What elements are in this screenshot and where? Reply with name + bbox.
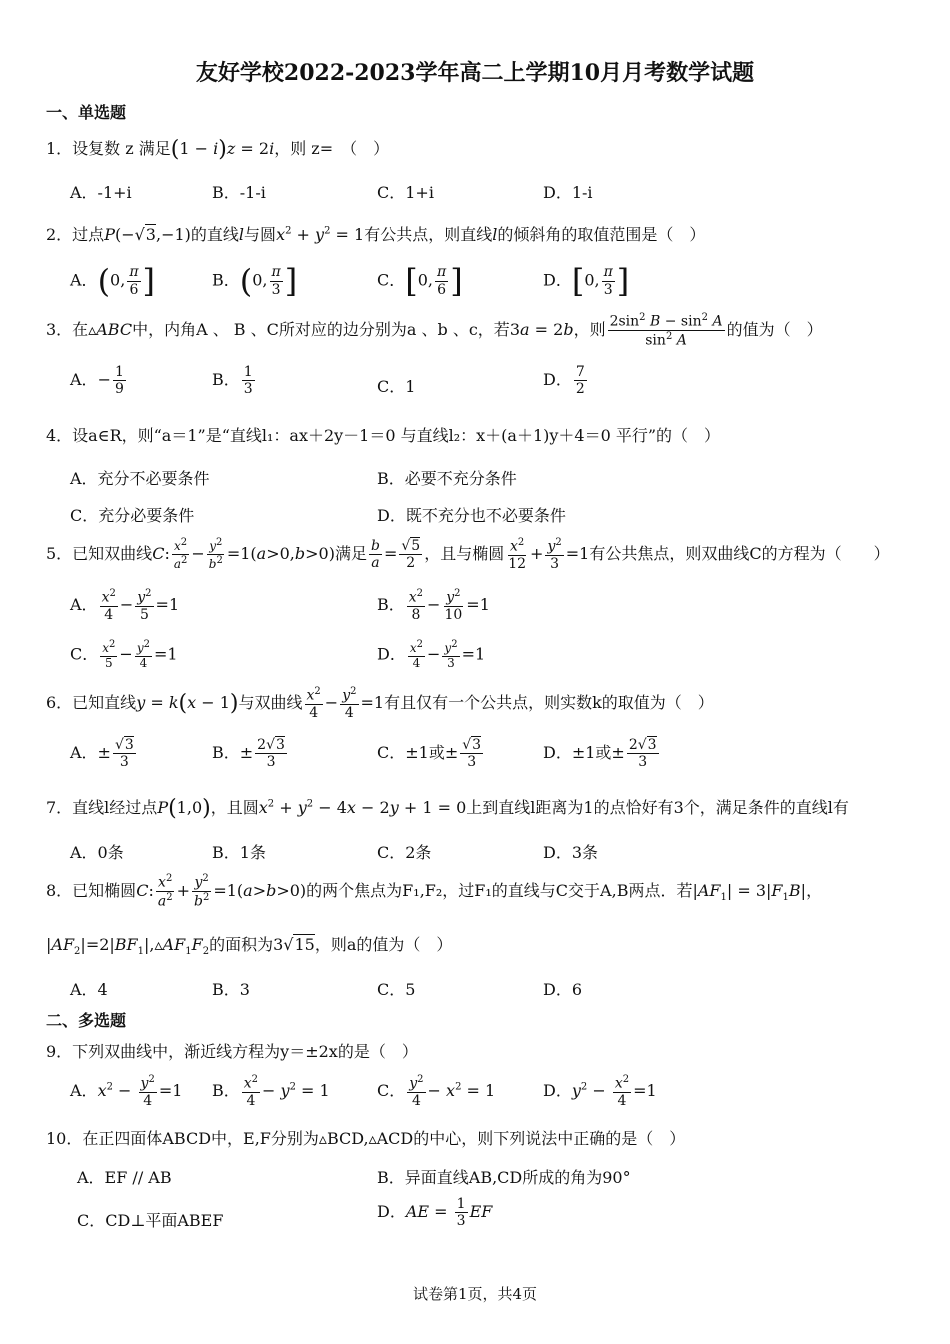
question-2: 2．过点P(−√3,−1)的直线l与圆$x^2 + y^2 = 1$有公共点，则直线l的倾斜角的取值范围是（ ） — [46, 225, 706, 244]
q1-option-b: B．-1-i — [212, 183, 266, 202]
q10-option-b: B．异面直线AB,CD所成的角为90° — [377, 1168, 631, 1187]
q2-option-d: D．[0, $\frac{\pi}{3}$ ] — [543, 262, 630, 300]
q7-text-3: 上到直线l距离为1的点恰好有3个，满足条件的直线l有 — [466, 798, 849, 817]
q3-text-1: 3．在 — [46, 319, 89, 339]
q5-ellipse: $\frac{x^2}{12}$ + $\frac{y^2}{3}$ =1 — [508, 537, 590, 572]
q2-point: P(−√3,−1) — [104, 225, 191, 244]
q5-text-2: 满足 — [334, 543, 367, 563]
q8-ellipse: C: $\frac{x^2}{a^2}$ + $\frac{y^2}{b^2}$ =1(a>b>0) — [136, 873, 307, 910]
q3-text-4: 的值为（ ） — [726, 319, 823, 339]
section-header-multi-choice: 二、多选题 — [46, 1011, 127, 1030]
q1-text: 1．设复数 z 满足 — [46, 139, 171, 158]
q4-option-c: C．充分必要条件 — [70, 506, 195, 525]
q5-ratio-value: $\frac{√5}{2}$ — [401, 537, 421, 571]
q6-option-a: A．± $\frac{√3}{3}$ — [70, 737, 134, 771]
q8-option-a: A．4 — [70, 980, 108, 999]
q7-option-d: D．3条 — [543, 843, 599, 862]
q7-point: P(1,0) — [157, 796, 211, 821]
q5-option-c: C． $\frac{x^2}{5}$ − $\frac{y^2}{4}$ =1 — [70, 639, 178, 670]
q2-text-4: 有公共点，则直线 — [364, 225, 493, 244]
q2-circle: $x^2 + y^2 = 1$ — [276, 225, 365, 244]
question-8 — [46, 873, 822, 910]
q9-option-b: B． $\frac{x^2}{4}$ − $y^2 = 1$ — [212, 1074, 330, 1109]
q2-text-1: 2．过点 — [46, 225, 105, 244]
exam-title: 友好学校2022-2023学年高二上学期10月月考数学试题 — [195, 60, 755, 86]
section-header-single-choice: 一、单选题 — [46, 103, 127, 122]
q3-condition: 3a = 2b — [509, 319, 574, 339]
q3-text-3: ，则 — [573, 319, 606, 339]
q1-option-c: C．1+i — [377, 183, 434, 202]
q7-text-2: ，且圆 — [210, 798, 259, 817]
question-7 — [46, 795, 849, 821]
question-4: 4．设a∈R，则“a＝1”是“直线l₁：ax＋2y－1＝0 与直线l₂：x＋(a＋1)y＋4＝0 平行”的（ ） — [46, 426, 721, 445]
question-8-line-2 — [46, 932, 452, 957]
q6-line: y = k(x − 1) — [136, 690, 239, 716]
q4-option-b: B．必要不充分条件 — [377, 469, 517, 488]
q3-option-c: C．1 — [377, 377, 416, 396]
q6-option-b: B．± $\frac{2√3}{3}$ — [212, 737, 285, 771]
q2-text-5: 的倾斜角的取值范围是（ ） — [497, 225, 706, 244]
q8-text-2: 的两个焦点为F₁,F₂，过F₁的直线与C交于A,B两点．若 — [306, 880, 693, 900]
q7-option-b: B．1条 — [212, 843, 266, 862]
q8-text-3: ，则a的值为（ ） — [314, 935, 453, 954]
q5-text-4: 有公共焦点，则双曲线C的方程为（ ） — [589, 543, 890, 563]
q10-option-a: A．EF // AB — [77, 1168, 172, 1187]
q2-option-c: C．[0, $\frac{\pi}{6}$ ] — [377, 262, 463, 300]
q1-option-d: D．1-i — [543, 183, 593, 202]
q9-option-a: A．$x^2$ − $\frac{y^2}{4}$ =1 — [70, 1074, 183, 1109]
q3-option-b: B． $\frac{1}{3}$ — [212, 364, 253, 398]
q1-formula: (1 − i)z = 2i — [170, 137, 275, 162]
question-5: 5．已知双曲线C: $\frac{x^2}{a^2}$ − $\frac{y^2}{b^2}$ =1(a>0,b>0)满足 $\frac{b}{a}$ = $\frac{√5}{2}$ ，且与椭圆 $\frac{x^2}{12}$ + $\frac{y^2}{3}$ =1有公共焦点，则双曲线C的方程为（ ） — [46, 537, 890, 572]
q6-text-2: 与双曲线 — [238, 692, 303, 712]
question-10: 10．在正四面体ABCD中，E,F分别为▵BCD,▵ACD的中心，则下列说法中正确的是（ ） — [46, 1129, 686, 1148]
q8-option-b: B．3 — [212, 980, 250, 999]
q5-option-d: D． $\frac{x^2}{4}$ − $\frac{y^2}{3}$ =1 — [377, 639, 486, 670]
q9-option-d: D．$y^2$ − $\frac{x^2}{4}$ =1 — [543, 1074, 657, 1109]
question-1 — [46, 136, 389, 162]
q10-option-d: D．AE = $\frac{1}{3}$ EF — [377, 1196, 493, 1230]
q3-triangle: ▵ABC — [88, 319, 133, 339]
q6-option-c: C．±1或± $\frac{√3}{3}$ — [377, 737, 482, 771]
q2-option-b: B．(0, $\frac{\pi}{3}$ ] — [212, 262, 298, 300]
q3-option-a: A．− $\frac{1}{9}$ — [70, 364, 124, 398]
q8-option-c: C．5 — [377, 980, 416, 999]
q4-option-a: A．充分不必要条件 — [70, 469, 210, 488]
page-footer: 试卷第1页，共4页 — [412, 1285, 538, 1303]
q6-text-1: 6．已知直线 — [46, 692, 137, 712]
question-6 — [46, 686, 714, 721]
q2-text-3: 与圆 — [244, 225, 277, 244]
q9-option-c: C． $\frac{y^2}{4}$ − $x^2 = 1$ — [377, 1074, 496, 1109]
q3-fraction: $\frac{2\sin^2 B - \sin^2 A}{\sin^2 A}$ — [609, 312, 723, 349]
question-3 — [46, 312, 823, 349]
q7-option-a: A．0条 — [70, 843, 124, 862]
q5-option-a: A． $\frac{x^2}{4}$ − $\frac{y^2}{5}$ =1 — [70, 588, 180, 623]
q8-condition-2: $|AF_2|=2|BF_1|,▵AF_1F_2$的面积为3√15 — [46, 935, 315, 958]
q1-option-a: A．-1+i — [70, 183, 132, 202]
q3-text-2: 中，内角A 、 B 、C所对应的边分别为a 、b 、c，若 — [132, 319, 510, 339]
q5-hyperbola: C: $\frac{x^2}{a^2}$ − $\frac{y^2}{b^2}$ =1(a>0,b>0) — [152, 537, 335, 571]
q8-text-1: 8．已知椭圆 — [46, 880, 137, 900]
q6-hyperbola: $\frac{x^2}{4}$ − $\frac{y^2}{4}$ =1 — [306, 686, 385, 721]
q8-condition-1: $|AF_1| = 3|F_1B|$， — [692, 880, 823, 903]
q5-ratio: $\frac{b}{a}$ — [370, 537, 380, 571]
q5-text-1: 5．已知双曲线 — [46, 543, 153, 563]
q7-option-c: C．2条 — [377, 843, 432, 862]
q4-option-d: D．既不充分也不必要条件 — [377, 506, 566, 525]
q8-option-d: D．6 — [543, 980, 583, 999]
q1-text-end: ，则 z= （ ） — [274, 139, 390, 158]
q6-option-d: D．±1或± $\frac{2√3}{3}$ — [543, 737, 657, 771]
q5-option-b: B． $\frac{x^2}{8}$ − $\frac{y^2}{10}$ =1 — [377, 588, 490, 623]
q10-option-c: C．CD⊥平面ABEF — [77, 1211, 224, 1230]
question-9: 9．下列双曲线中，渐近线方程为y＝±2x的是（ ） — [46, 1042, 418, 1061]
q3-option-d: D． $\frac{7}{2}$ — [543, 364, 585, 398]
q2-text-2: 的直线 — [190, 225, 239, 244]
q5-text-3: ，且与椭圆 — [424, 543, 505, 563]
q2-option-a: A．(0, $\frac{\pi}{6}$ ] — [70, 262, 155, 300]
q7-text-1: 7．直线l经过点 — [46, 798, 158, 817]
q6-text-3: 有且仅有一个公共点，则实数k的取值为（ ） — [384, 692, 714, 712]
q7-circle: $x^2 + y^2 - 4x - 2y + 1 = 0$ — [258, 798, 467, 817]
